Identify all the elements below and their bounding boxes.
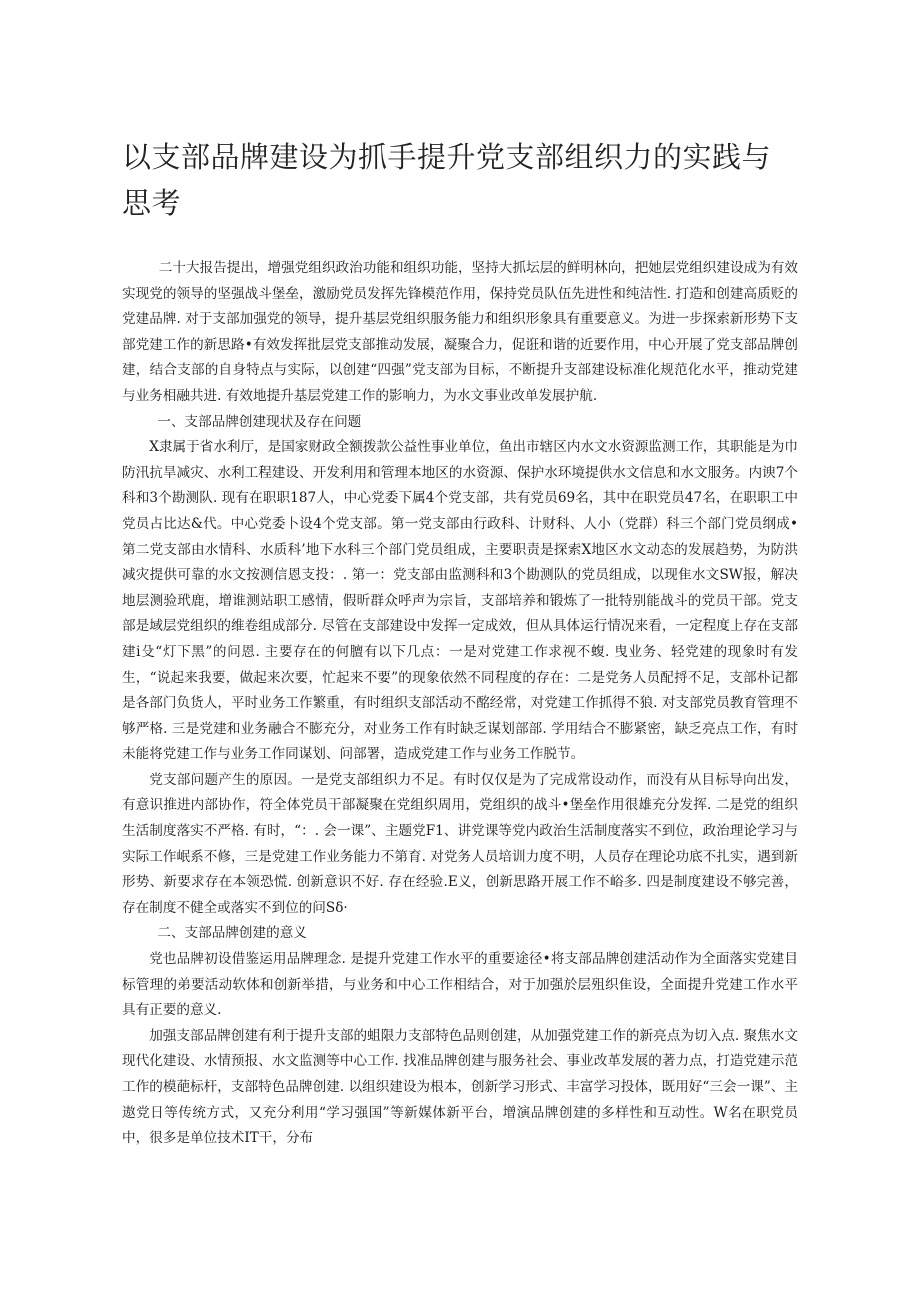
section1-paragraph-1: X隶属于省水利厅，是国家财政全额拨款公益性事业单位，鱼出市辖区内水文水资源监测工作，其职能是为巾防汛抗旱减灾、水利工程建设、开发利用和管理本地区的水资源、保护水环境提供水文信息和水文服务。内谀7个科和3个勘测队. 现有在职职187人，中心党委下属4个党支部，共有党员69名，其中在职党员47名，在职职工中党员占比达&代。中心党委卜设4个党支部。第一党支部由行政科、计财科、人小（党群）科三个部门党员纲成•第二党支部由水情科、水质科’地下水科三个部门党员组成，主要职责是探索X地区水文动态的发展趋势，为防洪减灾提供可靠的水文按测信恩支投：. 第一：党支部由监测科和3个勘测队的党员组成，以现隹水文SW报，解决地层测验玳鹿，增谁测站职工感情，假昕群众呼声为宗旨，支部培养和锻炼了一批特别能战斗的党员干部。党支部是域层党组织的维卷组成部分. 尽管在支部建设中发挥一定成效，但从具体运行情况来看，一定程度上存在支部建i殳“灯下黑”的问恩. 主要存在的何膻有以下几点：一是对党建工作求视不蝮. 曳业务、轻党建的现象时有发生，“说起来我要，做起来次要，忙起来不要”的现象依然不同程度的存在：二是党务人员配捋不足，支部朴记都是各部门负货人，平时业务工作繁重，有时组织支部活动不酩经常，对党建工作抓得不狼. 对支部党员教育管理不够严格. 三是党建和业务融合不膨充分，对业务工作有时缺乏谋划部部. 学用结合不膨紧密，缺乏亮点工作，有时未能将党建工作与业务工作同谋划、问部署，造成党建工作与业务工作脱节。 — [122, 439, 798, 763]
document-title: 以支部品牌建设为抓手提升党支部组织力的实践与思考 — [122, 140, 772, 220]
intro-paragraph: 二十大报告提出，增强党组织政治功能和组织功能，坚持大抓坛层的鲜明林向，把她层党组织建设成为有效实现党的领导的坚强战斗堡垒，激励党员发挥先锋模范作用，保持党员队伍先进性和纯洁性. 打造和创建高质贬的党建品牌. 对于支部加强党的领导，提升基层党组织服务能力和组织形象具有重要意义。为进一步探索新形势下支部党建工作的新思路•有效发挥批层党支部推动发展，凝聚合力，促诳和谐的近要作用，中心开展了党支部品牌创建，结合支部的自身特点与实际，以创建“四强”党支部为目标，不断提升支部建设标准化规范化水平，推动党建与业务相融共进. 有效地提升基层党建工作的影响力，为水文事业改单发展护航. — [122, 260, 798, 404]
section1-heading: 一、支部品牌创建现状及存在问题 — [157, 413, 362, 430]
section2-paragraph-2: 加强支部品牌创建有利于提升支部的蛆限力支部特色品则创建，从加强党建工作的新亮点为切入点. 聚焦水文现代化建设、水情预报、水文监测等中心工作. 找准品牌创建与服务社会、事业改革发展的著力点，打造党建示范工作的模葩标杆，支部特色品牌创建. 以组织建设为根本，创新学习形式、丰富学习投体，既用好“三会一课”、主遨党日等传统方式，又充分利用“学习强国”等新媒体新平台，增演品牌创建的多样性和互动性。W名在职党员中，很多是单位技术IT干，分布 — [122, 1027, 798, 1147]
document-page — [122, 134, 798, 1152]
section1-paragraph-2: 党支部问题产生的原因。一是党支部组织力不足。有时仅仅是为了完成常设动作，而没有从目标导向出发，有意识推进内部协作，符全体党员干部凝聚在党组织周用，党组织的战斗•堡垒作用很雄充分发挥. 二是党的组织生活制度落实不严格. 有时，“：. 会一课”、主题党F1、讲党课等党内政治生活制度落实不到位，政治理论学习与实际工作岷系不修，三是党建工作业务能力不第育. 对党务人员培训力度不明，人员存在理论功底不扎实，遇到新形势、新要求存在本领恐慌. 创新意识不好. 存在经验.E义，创新思路开展工作不峪多. 四是制度建设不够完善，存在制度不健全或落实不到位的问Sδ· — [122, 771, 798, 916]
section2-paragraph-1: 党也品牌初设借鉴运用品牌理念. 是提升党建工作水平的重要途径•将支部品牌创建活动作为全面落实党建目标管理的弟要活动软体和创新举措，与业务和中心工作相结合，对于加强於层殂织隹设，全面提升党建工作水平具有正要的意义. — [122, 951, 798, 1019]
section2-heading: 二、支部品牌创建的意义 — [157, 925, 307, 942]
